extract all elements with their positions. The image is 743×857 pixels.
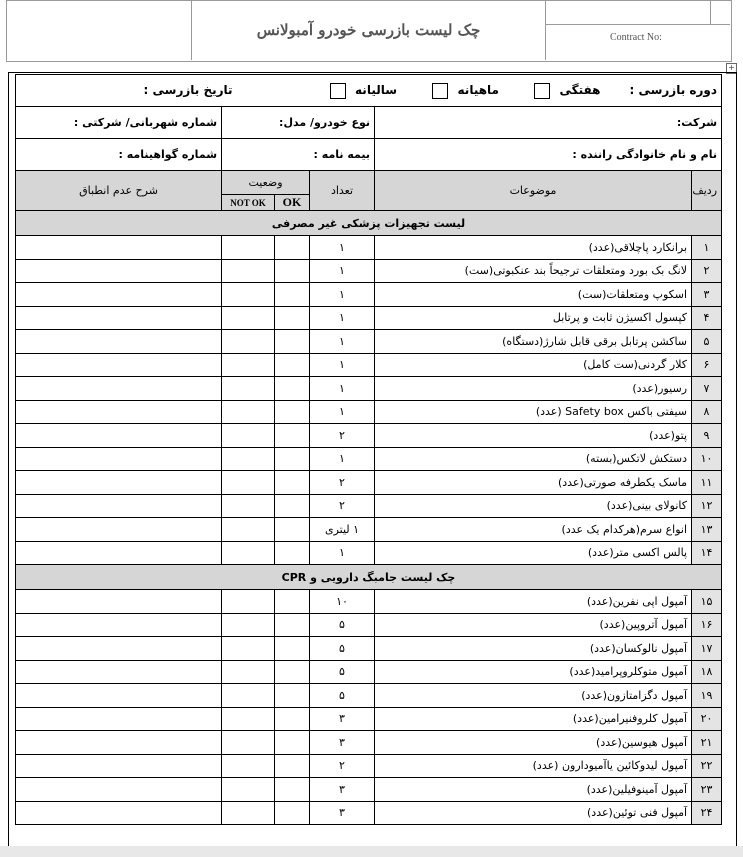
table-row <box>16 424 722 448</box>
row-count: ۱ <box>310 283 375 307</box>
section-header <box>16 211 722 236</box>
table-row <box>16 613 722 637</box>
row-count: ۳ <box>310 801 375 825</box>
row-ok-cell[interactable] <box>275 283 310 307</box>
row-count: ۲ <box>310 471 375 495</box>
monthly-label: ماهیانه <box>457 82 499 97</box>
row-desc-cell[interactable] <box>16 660 222 684</box>
row-ok-cell[interactable] <box>275 377 310 401</box>
yearly-checkbox[interactable] <box>330 83 346 99</box>
row-ok-cell[interactable] <box>275 541 310 565</box>
row-notok-cell[interactable] <box>222 541 275 565</box>
row-count: ۲ <box>310 424 375 448</box>
row-notok-cell[interactable] <box>222 259 275 283</box>
row-desc-cell[interactable] <box>16 377 222 401</box>
row-topic: پالس اکسی متر(عدد) <box>375 541 692 565</box>
row-desc-cell[interactable] <box>16 684 222 708</box>
row-ok-cell[interactable] <box>275 754 310 778</box>
row-number: ۱۳ <box>692 518 722 542</box>
row-notok-cell[interactable] <box>222 707 275 731</box>
table-row <box>16 518 722 542</box>
license-number-field[interactable]: شماره گواهینامه : <box>16 139 222 171</box>
row-topic: پتو(عدد) <box>375 424 692 448</box>
row-topic: آمپول دگزامتازون(عدد) <box>375 684 692 708</box>
table-row <box>16 330 722 354</box>
row-ok-cell[interactable] <box>275 613 310 637</box>
row-ok-cell[interactable] <box>275 424 310 448</box>
row-topic: آمپول نالوکسان(عدد) <box>375 637 692 661</box>
table-row <box>16 801 722 825</box>
row-topic: آمپول کلروفنیرامین(عدد) <box>375 707 692 731</box>
row-ok-cell[interactable] <box>275 236 310 260</box>
row-topic: برانکارد پاچلاقی(عدد) <box>375 236 692 260</box>
row-notok-cell[interactable] <box>222 801 275 825</box>
row-ok-cell[interactable] <box>275 778 310 802</box>
row-count: ۱ <box>310 400 375 424</box>
section-title: لیست تجهیزات پزشکی غیر مصرفی <box>16 211 722 236</box>
row-desc-cell[interactable] <box>16 259 222 283</box>
row-notok-cell[interactable] <box>222 424 275 448</box>
table-row <box>16 377 722 401</box>
table-row <box>16 731 722 755</box>
row-number: ۱۰ <box>692 447 722 471</box>
row-ok-cell[interactable] <box>275 494 310 518</box>
col-row-header: ردیف <box>692 171 722 211</box>
table-row <box>16 306 722 330</box>
row-notok-cell[interactable] <box>222 447 275 471</box>
company-field[interactable]: شرکت: <box>375 107 722 139</box>
row-count: ۵ <box>310 637 375 661</box>
row-desc-cell[interactable] <box>16 494 222 518</box>
row-ok-cell[interactable] <box>275 731 310 755</box>
row-desc-cell[interactable] <box>16 471 222 495</box>
row-topic: دستکش لاتکس(بسته) <box>375 447 692 471</box>
row-desc-cell[interactable] <box>16 330 222 354</box>
row-ok-cell[interactable] <box>275 447 310 471</box>
row-number: ۸ <box>692 400 722 424</box>
row-count: ۱ <box>310 306 375 330</box>
table-row <box>16 283 722 307</box>
table-row <box>16 259 722 283</box>
row-notok-cell[interactable] <box>222 400 275 424</box>
row-ok-cell[interactable] <box>275 306 310 330</box>
row-topic: آمپول هیوسین(عدد) <box>375 731 692 755</box>
row-topic: ساکشن پرتابل برقی قابل شارژ(دستگاه) <box>375 330 692 354</box>
weekly-checkbox[interactable] <box>534 83 550 99</box>
row-ok-cell[interactable] <box>275 660 310 684</box>
row-desc-cell[interactable] <box>16 801 222 825</box>
row-topic: آمپول فنی توئین(عدد) <box>375 801 692 825</box>
row-count: ۳ <box>310 707 375 731</box>
row-count: ۳ <box>310 778 375 802</box>
row-ok-cell[interactable] <box>275 259 310 283</box>
row-notok-cell[interactable] <box>222 731 275 755</box>
row-notok-cell[interactable] <box>222 236 275 260</box>
row-topic: آمپول لیدوکائین یاآمیودارون (عدد) <box>375 754 692 778</box>
row-ok-cell[interactable] <box>275 801 310 825</box>
row-notok-cell[interactable] <box>222 778 275 802</box>
row-count: ۱ <box>310 236 375 260</box>
section-header <box>16 565 722 590</box>
row-topic: آمپول متوکلروپرامید(عدد) <box>375 660 692 684</box>
row-desc-cell[interactable] <box>16 447 222 471</box>
row-topic: آمپول آمینوفیلین(عدد) <box>375 778 692 802</box>
row-ok-cell[interactable] <box>275 400 310 424</box>
row-count: ۳ <box>310 731 375 755</box>
row-number: ۷ <box>692 377 722 401</box>
table-row <box>16 637 722 661</box>
yearly-label: سالیانه <box>355 82 398 97</box>
row-ok-cell[interactable] <box>275 471 310 495</box>
row-number: ۲۳ <box>692 778 722 802</box>
row-ok-cell[interactable] <box>275 590 310 614</box>
row-count: ۱۰ <box>310 590 375 614</box>
row-notok-cell[interactable] <box>222 330 275 354</box>
row-ok-cell[interactable] <box>275 518 310 542</box>
row-ok-cell[interactable] <box>275 684 310 708</box>
row-number: ۵ <box>692 330 722 354</box>
row-notok-cell[interactable] <box>222 471 275 495</box>
vehicle-model-field[interactable]: نوع خودرو/ مدل: <box>222 107 375 139</box>
table-row <box>16 660 722 684</box>
row-number: ۱۴ <box>692 541 722 565</box>
table-row <box>16 684 722 708</box>
row-number: ۱۶ <box>692 613 722 637</box>
table-row <box>16 778 722 802</box>
row-number: ۲۲ <box>692 754 722 778</box>
driver-name-field[interactable]: نام و نام خانوادگی راننده : <box>375 139 722 171</box>
row-topic: کپسول اکسیژن ثابت و پرتابل <box>375 306 692 330</box>
row-count: ۱ <box>310 330 375 354</box>
row-ok-cell[interactable] <box>275 637 310 661</box>
table-row <box>16 590 722 614</box>
row-topic: کلار گردنی(ست کامل) <box>375 353 692 377</box>
row-count: ۵ <box>310 660 375 684</box>
row-topic: آمپول اپی نفرین(عدد) <box>375 590 692 614</box>
weekly-label: هفتگی <box>559 82 601 97</box>
row-notok-cell[interactable] <box>222 684 275 708</box>
row-notok-cell[interactable] <box>222 283 275 307</box>
row-notok-cell[interactable] <box>222 637 275 661</box>
row-topic: سیفتی باکس Safety box (عدد) <box>375 400 692 424</box>
window-bottom-bar <box>0 846 743 857</box>
row-desc-cell[interactable] <box>16 613 222 637</box>
row-count: ۲ <box>310 754 375 778</box>
header-corner-line <box>710 0 711 24</box>
row-notok-cell[interactable] <box>222 353 275 377</box>
plate-number-field[interactable]: شماره شهربانی/ شرکتی : <box>16 107 222 139</box>
row-number: ۳ <box>692 283 722 307</box>
row-number: ۲۱ <box>692 731 722 755</box>
row-number: ۱۸ <box>692 660 722 684</box>
row-notok-cell[interactable] <box>222 518 275 542</box>
row-desc-cell[interactable] <box>16 353 222 377</box>
row-count: ۵ <box>310 613 375 637</box>
row-count: ۱ <box>310 377 375 401</box>
row-desc-cell[interactable] <box>16 424 222 448</box>
row-number: ۲۴ <box>692 801 722 825</box>
row-number: ۲۰ <box>692 707 722 731</box>
row-ok-cell[interactable] <box>275 330 310 354</box>
row-desc-cell[interactable] <box>16 400 222 424</box>
row-ok-cell[interactable] <box>275 707 310 731</box>
row-desc-cell[interactable] <box>16 541 222 565</box>
row-notok-cell[interactable] <box>222 590 275 614</box>
row-desc-cell[interactable] <box>16 754 222 778</box>
row-topic: کانولای بینی(عدد) <box>375 494 692 518</box>
period-row <box>16 75 722 107</box>
row-count: ۱ <box>310 353 375 377</box>
table-row <box>16 353 722 377</box>
row-count: ۲ <box>310 494 375 518</box>
col-count-header: تعداد <box>310 171 375 211</box>
col-ok-header: OK <box>275 195 310 211</box>
row-count: ۱ <box>310 447 375 471</box>
row-topic: اسکوپ ومتعلقات(ست) <box>375 283 692 307</box>
header-divider <box>545 24 730 25</box>
table-row <box>16 400 722 424</box>
row-number: ۲ <box>692 259 722 283</box>
table-row <box>16 471 722 495</box>
row-number: ۱۷ <box>692 637 722 661</box>
row-count: ۱ لیتری <box>310 518 375 542</box>
row-desc-cell[interactable] <box>16 731 222 755</box>
table-move-handle-icon[interactable]: + <box>726 63 737 74</box>
row-notok-cell[interactable] <box>222 494 275 518</box>
row-notok-cell[interactable] <box>222 306 275 330</box>
row-number: ۹ <box>692 424 722 448</box>
insurance-field[interactable]: بیمه نامه : <box>222 139 375 171</box>
row-ok-cell[interactable] <box>275 353 310 377</box>
col-topics-header: موضوعات <box>375 171 692 211</box>
row-topic: رسیور(عدد) <box>375 377 692 401</box>
row-number: ۱۱ <box>692 471 722 495</box>
row-notok-cell[interactable] <box>222 754 275 778</box>
table-row <box>16 541 722 565</box>
row-desc-cell[interactable] <box>16 236 222 260</box>
inspection-table <box>15 74 722 825</box>
table-row <box>16 707 722 731</box>
row-desc-cell[interactable] <box>16 306 222 330</box>
row-desc-cell[interactable] <box>16 518 222 542</box>
monthly-checkbox[interactable] <box>432 83 448 99</box>
table-row <box>16 447 722 471</box>
form-title: چک لیست بازرسی خودرو آمبولانس <box>191 0 546 60</box>
row-number: ۱ <box>692 236 722 260</box>
table-row <box>16 754 722 778</box>
row-desc-cell[interactable] <box>16 778 222 802</box>
row-count: ۵ <box>310 684 375 708</box>
period-label: دوره بازرسی : <box>629 82 718 97</box>
row-desc-cell[interactable] <box>16 707 222 731</box>
row-number: ۴ <box>692 306 722 330</box>
row-count: ۱ <box>310 541 375 565</box>
contract-number-label: Contract No: <box>610 32 662 43</box>
row-desc-cell[interactable] <box>16 637 222 661</box>
col-notok-header: NOT OK <box>222 195 275 211</box>
row-notok-cell[interactable] <box>222 377 275 401</box>
row-desc-cell[interactable] <box>16 590 222 614</box>
row-desc-cell[interactable] <box>16 283 222 307</box>
row-number: ۱۵ <box>692 590 722 614</box>
inspection-date-label: تاریخ بازرسی : <box>143 82 233 97</box>
row-number: ۱۹ <box>692 684 722 708</box>
section-title: چک لیست جامبگ دارویی و CPR <box>16 565 722 590</box>
row-notok-cell[interactable] <box>222 613 275 637</box>
col-status-header: وضعیت <box>222 171 310 195</box>
row-topic: لانگ بک بورد ومتعلقات ترجیحاً بند عنکبوتی(ست) <box>375 259 692 283</box>
col-desc-header: شرح عدم انطباق <box>16 171 222 211</box>
row-topic: ماسک یکطرفه صورتی(عدد) <box>375 471 692 495</box>
row-notok-cell[interactable] <box>222 660 275 684</box>
table-row <box>16 494 722 518</box>
table-row <box>16 236 722 260</box>
row-count: ۱ <box>310 259 375 283</box>
row-topic: آمپول آتروپین(عدد) <box>375 613 692 637</box>
row-number: ۱۲ <box>692 494 722 518</box>
row-number: ۶ <box>692 353 722 377</box>
row-topic: انواع سرم(هرکدام یک عدد) <box>375 518 692 542</box>
